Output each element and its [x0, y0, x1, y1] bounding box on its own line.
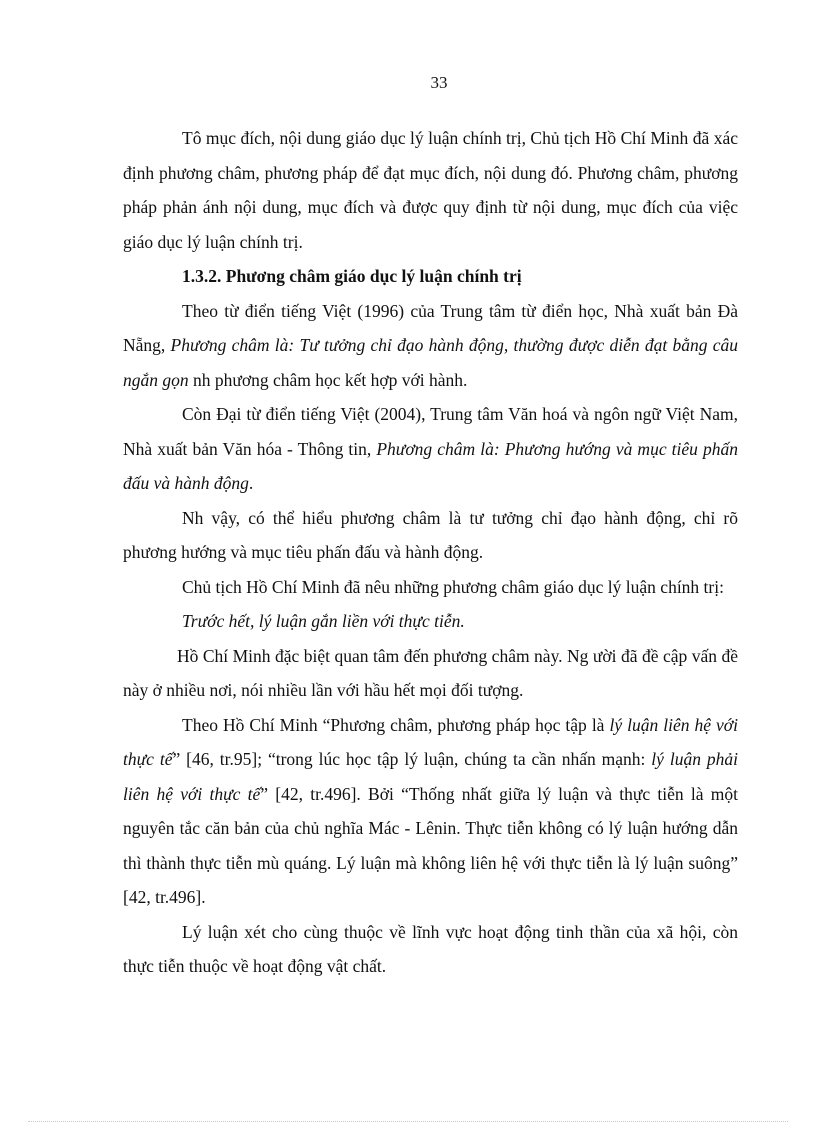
paragraph-dictionary-1996 — [123, 294, 738, 398]
paragraph-citations — [123, 708, 738, 915]
paragraph-theory-practice: Lý luận xét cho cùng thuộc về lĩnh vực hoạt động tinh thần của xã hội, còn thực tiễn thuộc về hoạt động vật chất. — [123, 921, 738, 976]
text-run: ” [46, tr.95]; “trong lúc học tập lý luận, chúng ta cần nhấn mạnh: — [172, 749, 652, 769]
text-run: . — [248, 473, 254, 493]
text-run: ” [42, tr.496]. Bởi “Thống nhất giữa lý luận và thực tiễn là một nguyên tắc căn bản của chủ nghĩa Mác - Lênin. Thực tiễn không có lý luận hướng dẫn thì thành thực tiễn mù quáng. Lý luận mà không liên hệ với thực tiễn là lý luận suông” [42, tr.496]. — [123, 783, 738, 907]
paragraph-conclusion: Nh vậy, có thể hiểu phương châm là tư tưởng chỉ đạo hành động, chỉ rõ phương hướng và mục tiêu phấn đấu và hành động. — [123, 507, 738, 562]
section-heading: 1.3.2. Phương châm giáo dục lý luận chính trị — [182, 266, 522, 286]
citation-italic: lý luận phải liên hệ với thực tế — [123, 749, 738, 804]
text-run: Theo Hồ Chí Minh “Phương châm, phương pháp học tập là — [182, 714, 610, 735]
paragraph-emphasis: Hồ Chí Minh đặc biệt quan tâm đến phương châm này. Ng ười đã đề cập vấn đề này ở nhiều nơi, nói nhiều lần với hầu hết mọi đối tượng. — [123, 645, 738, 700]
principle-quote: Trước hết, lý luận gắn liền với thực tiễn. — [182, 611, 465, 631]
text-run: Theo từ điển tiếng Việt (1996) của Trung tâm từ điển học, Nhà xuất bản Đà Nẵng, — [123, 300, 738, 355]
definition-italic: Phương châm là: Tư tưởng chỉ đạo hành động, thường được diễn đạt bằng câu ngắn gọn — [123, 335, 739, 390]
paragraph-dictionary-2004 — [123, 397, 738, 501]
page-number: 33 — [430, 73, 448, 92]
page-bottom-divider — [28, 1121, 788, 1122]
text-run: nh phương châm học kết hợp với hành. — [188, 369, 468, 390]
document-body — [123, 121, 738, 984]
definition-italic: Phương châm là: Phương hướng và mục tiêu phấn đấu và hành động — [123, 438, 738, 493]
text-run: Còn Đại từ điển tiếng Việt (2004), Trung tâm Văn hoá và ngôn ngữ Việt Nam, Nhà xuất bản Văn hóa - Thông tin, — [123, 404, 738, 459]
paragraph-intro: Tô mục đích, nội dung giáo dục lý luận chính trị, Chủ tịch Hồ Chí Minh đã xác định phương châm, phương pháp để đạt mục đích, nội dung đó. Phương châm, phương pháp phản ánh nội dung, mục đích và được quy định từ nội dung, mục đích của việc giáo dục lý luận chính trị. — [123, 128, 738, 252]
paragraph-principles-intro: Chủ tịch Hồ Chí Minh đã nêu những phương châm giáo dục lý luận chính trị: — [182, 576, 724, 597]
citation-italic: lý luận liên hệ với thực tế — [123, 714, 738, 769]
